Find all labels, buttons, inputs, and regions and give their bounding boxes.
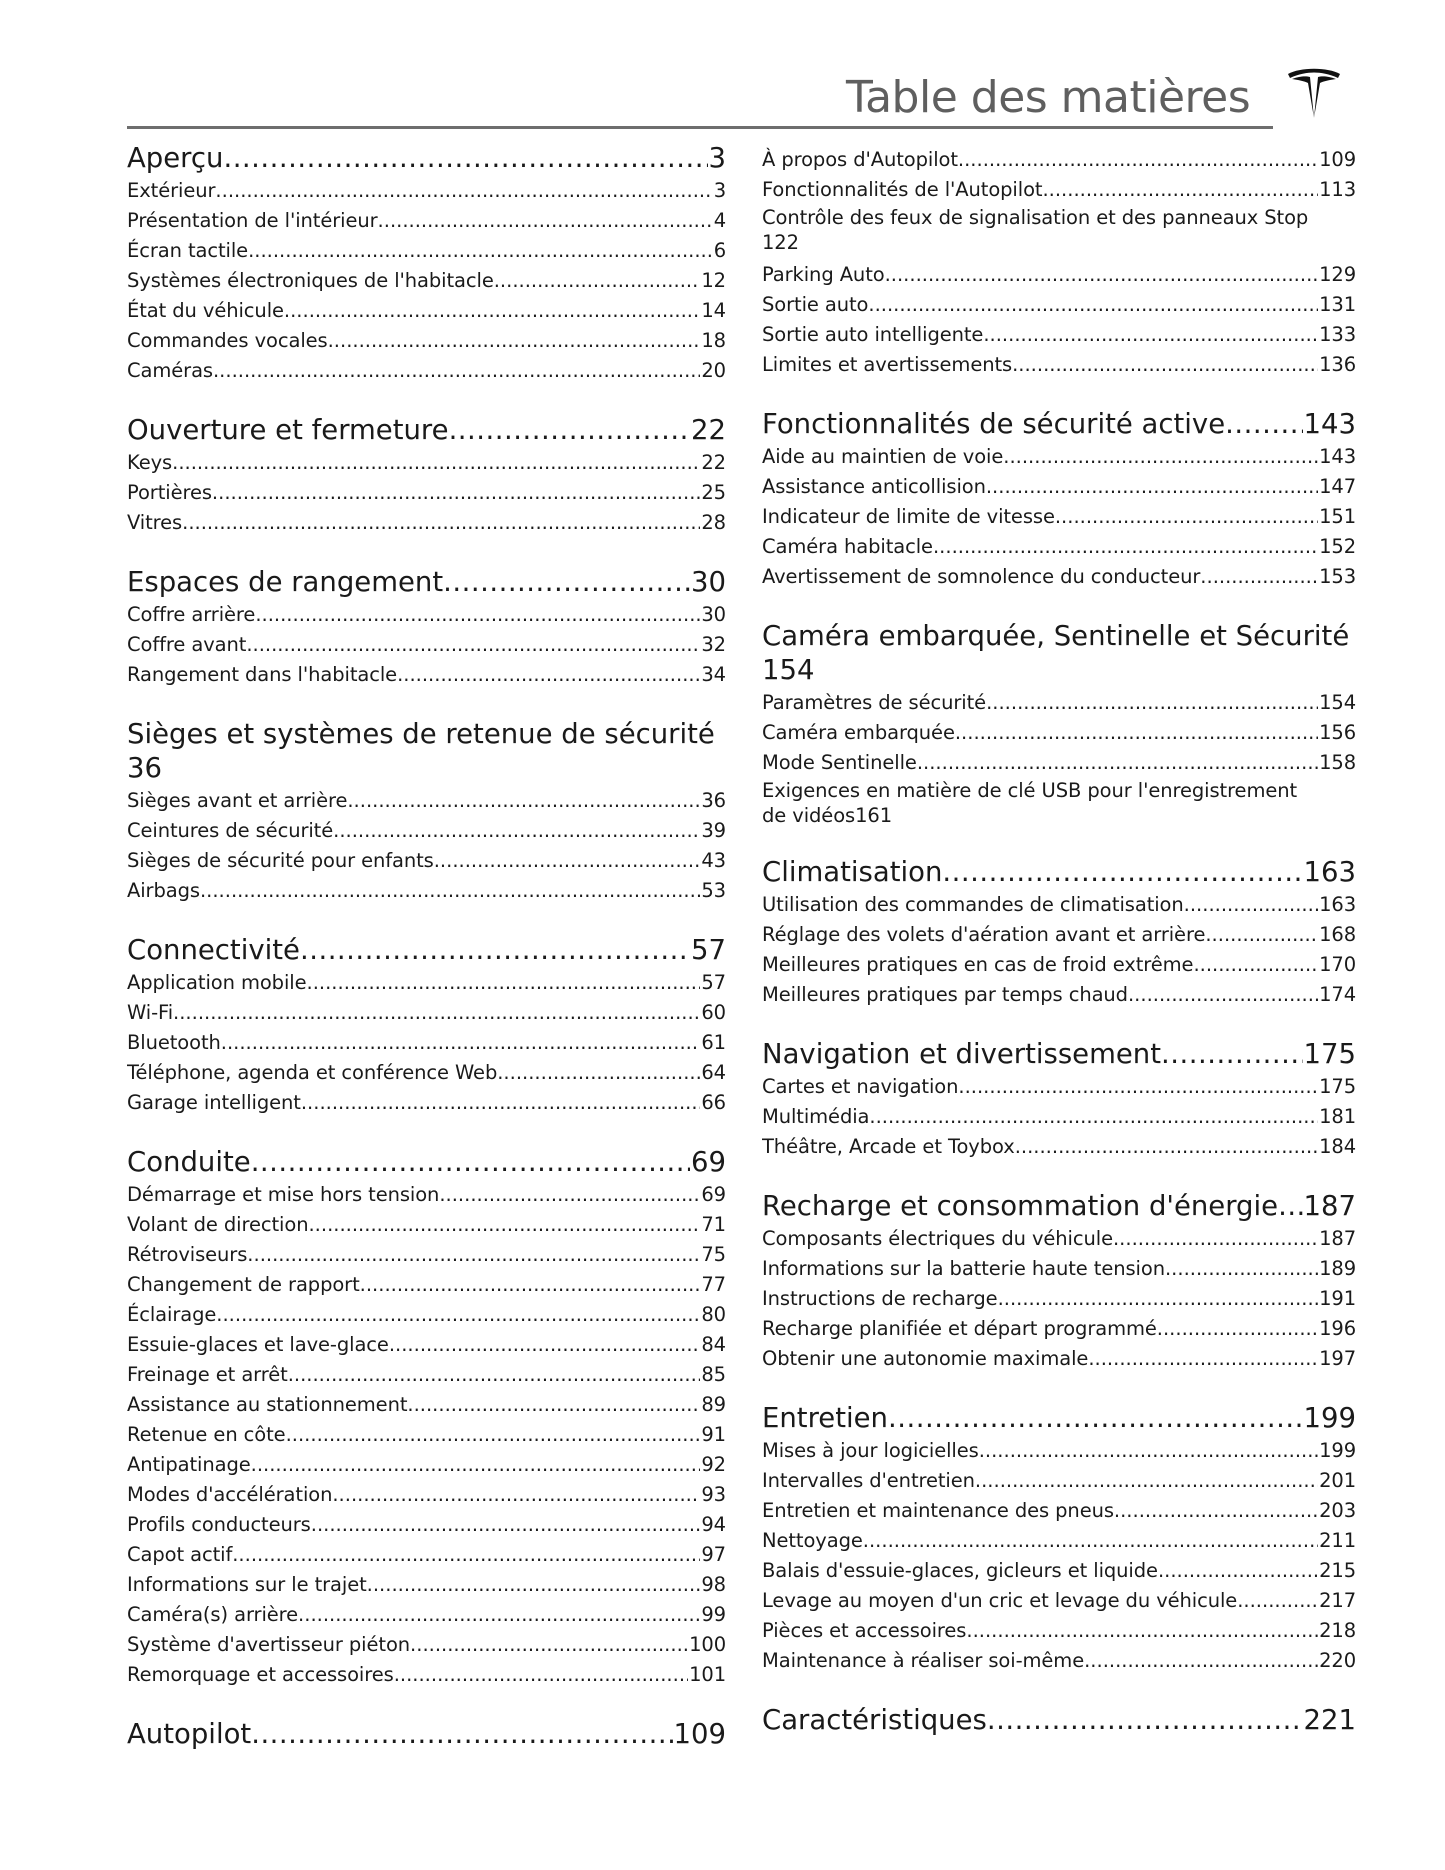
dot-leader (966, 1616, 1318, 1646)
toc-section-entretien (762, 1401, 1356, 1676)
dot-leader (449, 413, 690, 447)
toc-heading[interactable]: Navigation et divertissement ..... 175 (762, 1037, 1356, 1071)
toc-entry[interactable]: Informations sur la batterie haute tension ..... 189 (762, 1254, 1356, 1284)
dot-leader (1205, 920, 1318, 950)
toc-entry[interactable]: Pièces et accessoires ..... 218 (762, 1616, 1356, 1646)
toc-entry[interactable]: Commandes vocales ..... 18 (127, 326, 726, 356)
toc-section-ouverture (127, 413, 726, 538)
toc-entry[interactable]: Multimédia ..... 181 (762, 1102, 1356, 1132)
toc-entry[interactable]: Démarrage et mise hors tension ..... 69 (127, 1180, 726, 1210)
dot-leader (958, 145, 1318, 175)
toc-entry[interactable]: Antipatinage ..... 92 (127, 1450, 726, 1480)
dot-leader (434, 846, 701, 876)
dot-leader (255, 600, 700, 630)
toc-section-connectivite (127, 933, 726, 1118)
toc-heading[interactable]: Aperçu ..... 3 (127, 141, 726, 175)
toc-entry[interactable]: Assistance au stationnement ..... 89 (127, 1390, 726, 1420)
toc-entry[interactable]: Sortie auto ..... 131 (762, 290, 1356, 320)
toc-entry[interactable]: Paramètres de sécurité ..... 154 (762, 688, 1356, 718)
toc-entry[interactable]: Composants électriques du véhicule ..... 187 (762, 1224, 1356, 1254)
toc-entry[interactable]: Exigences en matière de clé USB pour l'enregistrement de vidéos 161 (762, 779, 1298, 827)
toc-entry[interactable]: Rangement dans l'habitacle ..... 34 (127, 660, 726, 690)
header-rule (127, 126, 1273, 129)
dot-leader (933, 532, 1318, 562)
toc-entry[interactable]: Limites et avertissements ..... 136 (762, 350, 1356, 380)
toc-entry[interactable]: Éclairage ..... 80 (127, 1300, 726, 1330)
dot-leader (1114, 1496, 1318, 1526)
dot-leader (311, 1510, 701, 1540)
toc-section-rangement (127, 565, 726, 690)
dot-leader (251, 1450, 701, 1480)
dot-leader (407, 1390, 700, 1420)
toc-heading[interactable]: Climatisation ..... 163 (762, 855, 1356, 889)
toc-entry[interactable]: Balais d'essuie-glaces, gicleurs et liquide ..... 215 (762, 1556, 1356, 1586)
dot-leader (1157, 1314, 1318, 1344)
toc-section-autopilot-cont (762, 145, 1356, 380)
toc-entry[interactable]: Sièges avant et arrière ..... 36 (127, 786, 726, 816)
dot-leader (360, 1270, 701, 1300)
toc-heading[interactable]: Conduite ..... 69 (127, 1145, 726, 1179)
toc-entry[interactable]: État du véhicule ..... 14 (127, 296, 726, 326)
dot-leader (1055, 502, 1318, 532)
toc-entry[interactable]: Airbags ..... 53 (127, 876, 726, 906)
dot-leader (221, 1028, 701, 1058)
toc-entry[interactable]: Retenue en côte ..... 91 (127, 1420, 726, 1450)
toc-entry[interactable]: Instructions de recharge ..... 191 (762, 1284, 1356, 1314)
dot-leader (248, 236, 713, 266)
toc-entry[interactable]: Aide au maintien de voie ..... 143 (762, 442, 1356, 472)
dot-leader (986, 688, 1318, 718)
toc-entry[interactable]: Obtenir une autonomie maximale ..... 197 (762, 1344, 1356, 1374)
dot-leader (863, 1526, 1318, 1556)
toc-heading[interactable]: Sièges et systèmes de retenue de sécurité 36 (127, 718, 715, 784)
dot-leader (212, 478, 700, 508)
dot-leader (1113, 1224, 1318, 1254)
dot-leader (1003, 442, 1318, 472)
toc-entry[interactable]: Systèmes électroniques de l'habitacle ..... 12 (127, 266, 726, 296)
dot-leader (298, 1600, 700, 1630)
toc-entry[interactable]: Parking Auto ..... 129 (762, 260, 1356, 290)
dot-leader (394, 1660, 688, 1690)
toc-entry[interactable]: Remorquage et accessoires ..... 101 (127, 1660, 726, 1690)
dot-leader (1015, 1132, 1318, 1162)
page-title: Table des matières (846, 72, 1251, 123)
toc-entry[interactable]: Téléphone, agenda et conférence Web ..... 64 (127, 1058, 726, 1088)
toc-entry[interactable]: Keys ..... 22 (127, 448, 726, 478)
dot-leader (378, 206, 713, 236)
dot-leader (397, 660, 700, 690)
dot-leader (307, 968, 701, 998)
toc-section-camera-sentinelle (762, 619, 1356, 828)
dot-leader (215, 176, 712, 206)
toc-heading[interactable]: Connectivité ..... 57 (127, 933, 726, 967)
dot-leader (1193, 950, 1318, 980)
dot-leader (172, 448, 700, 478)
toc-entry[interactable]: Entretien et maintenance des pneus ..... 203 (762, 1496, 1356, 1526)
dot-leader (1165, 1254, 1318, 1284)
toc-heading[interactable]: Autopilot ..... 109 (127, 1717, 726, 1751)
toc-entry[interactable]: À propos d'Autopilot ..... 109 (762, 145, 1356, 175)
dot-leader (917, 748, 1318, 778)
dot-leader (200, 876, 700, 906)
dot-leader (942, 855, 1302, 889)
toc-entry[interactable]: Caméra habitacle ..... 152 (762, 532, 1356, 562)
toc-heading[interactable]: Ouverture et fermeture ..... 22 (127, 413, 726, 447)
toc-entry[interactable]: Sièges de sécurité pour enfants ..... 43 (127, 846, 726, 876)
toc-entry[interactable]: Mode Sentinelle ..... 158 (762, 748, 1356, 778)
toc-entry[interactable]: Mises à jour logicielles ..... 199 (762, 1436, 1356, 1466)
dot-leader (410, 1630, 688, 1660)
dot-leader (301, 1088, 701, 1118)
toc-entry[interactable]: Wi-Fi ..... 60 (127, 998, 726, 1028)
toc-entry[interactable]: Garage intelligent ..... 66 (127, 1088, 726, 1118)
dot-leader (247, 1240, 700, 1270)
dot-leader (288, 1360, 701, 1390)
dot-leader (216, 1300, 700, 1330)
dot-leader (284, 296, 700, 326)
toc-entry[interactable]: Théâtre, Arcade et Toybox ..... 184 (762, 1132, 1356, 1162)
toc-section-recharge (762, 1189, 1356, 1374)
dot-leader (232, 1540, 700, 1570)
toc-heading[interactable]: Fonctionnalités de sécurité active ..... 143 (762, 407, 1356, 441)
toc-entry[interactable]: Caméra(s) arrière ..... 99 (127, 1600, 726, 1630)
dot-leader (497, 1058, 700, 1088)
toc-heading[interactable]: Espaces de rangement ..... 30 (127, 565, 726, 599)
toc-entry[interactable]: Freinage et arrêt ..... 85 (127, 1360, 726, 1390)
toc-entry[interactable]: Informations sur le trajet ..... 98 (127, 1570, 726, 1600)
toc-entry[interactable]: Capot actif ..... 97 (127, 1540, 726, 1570)
toc-entry[interactable]: Réglage des volets d'aération avant et arrière ..... 168 (762, 920, 1356, 950)
dot-leader (885, 260, 1319, 290)
toc-heading[interactable]: Caméra embarquée, Sentinelle et Sécurité 154 (762, 620, 1350, 686)
dot-leader (308, 1210, 700, 1240)
dot-leader (983, 320, 1318, 350)
dot-leader (182, 508, 700, 538)
dot-leader (998, 1284, 1319, 1314)
toc-entry[interactable]: Extérieur ..... 3 (127, 176, 726, 206)
toc-entry[interactable]: Vitres ..... 28 (127, 508, 726, 538)
toc-entry[interactable]: Fonctionnalités de l'Autopilot ..... 113 (762, 175, 1356, 205)
dot-leader (443, 565, 690, 599)
toc-entry[interactable]: Modes d'accélération ..... 93 (127, 1480, 726, 1510)
toc-entry[interactable]: Coffre avant ..... 32 (127, 630, 726, 660)
toc-entry[interactable]: Indicateur de limite de vitesse ..... 151 (762, 502, 1356, 532)
dot-leader (494, 266, 701, 296)
toc-entry[interactable]: Nettoyage ..... 211 (762, 1526, 1356, 1556)
dot-leader (367, 1570, 701, 1600)
toc-section-apercu (127, 141, 726, 386)
dot-leader (979, 1436, 1318, 1466)
dot-leader (1158, 1556, 1318, 1586)
toc-entry[interactable]: Écran tactile ..... 6 (127, 236, 726, 266)
toc-entry[interactable]: Ceintures de sécurité ..... 39 (127, 816, 726, 846)
toc-section-securite-active (762, 407, 1356, 592)
toc-entry[interactable]: Présentation de l'intérieur ..... 4 (127, 206, 726, 236)
toc-entry[interactable]: Rétroviseurs ..... 75 (127, 1240, 726, 1270)
toc-entry[interactable]: Application mobile ..... 57 (127, 968, 726, 998)
dot-leader (332, 1480, 700, 1510)
toc-entry[interactable]: Système d'avertisseur piéton ..... 100 (127, 1630, 726, 1660)
dot-leader (251, 1717, 672, 1751)
toc-entry[interactable]: Intervalles d'entretien ..... 201 (762, 1466, 1356, 1496)
toc-section-climatisation (762, 855, 1356, 1010)
toc-entry[interactable]: Meilleures pratiques par temps chaud ..... 174 (762, 980, 1356, 1010)
dot-leader (1184, 890, 1318, 920)
toc-entry[interactable]: Caméra embarquée ..... 156 (762, 718, 1356, 748)
toc-entry[interactable]: Cartes et navigation ..... 175 (762, 1072, 1356, 1102)
toc-entry[interactable]: Portières ..... 25 (127, 478, 726, 508)
toc-section-autopilot (127, 1717, 726, 1751)
toc-entry[interactable]: Sortie auto intelligente ..... 133 (762, 320, 1356, 350)
toc-entry[interactable]: Coffre arrière ..... 30 (127, 600, 726, 630)
toc-entry[interactable]: Bluetooth ..... 61 (127, 1028, 726, 1058)
dot-leader (333, 816, 700, 846)
dot-leader (439, 1180, 700, 1210)
dot-leader (246, 630, 700, 660)
dot-leader (1084, 1646, 1318, 1676)
toc-entry[interactable]: Avertissement de somnolence du conducteur ..... 153 (762, 562, 1356, 592)
dot-leader (1278, 1189, 1302, 1223)
dot-leader (869, 1102, 1318, 1132)
toc-section-navigation (762, 1037, 1356, 1162)
dot-leader (975, 1466, 1318, 1496)
dot-leader (389, 1330, 701, 1360)
dot-leader (1128, 980, 1318, 1010)
dot-leader (300, 933, 690, 967)
dot-leader (958, 1072, 1318, 1102)
dot-leader (987, 1703, 1303, 1737)
toc-section-caracteristiques (762, 1703, 1356, 1737)
toc-entry[interactable]: Assistance anticollision ..... 147 (762, 472, 1356, 502)
toc-heading[interactable]: Entretien ..... 199 (762, 1401, 1356, 1435)
toc-entry[interactable]: Contrôle des feux de signalisation et des panneaux Stop 122 (762, 206, 1309, 254)
toc-entry[interactable]: Maintenance à réaliser soi-même ..... 220 (762, 1646, 1356, 1676)
dot-leader (1012, 350, 1318, 380)
tesla-logo-icon (1286, 64, 1342, 120)
dot-leader (251, 1145, 690, 1179)
dot-leader (173, 998, 700, 1028)
dot-leader (1088, 1344, 1318, 1374)
dot-leader (347, 786, 700, 816)
dot-leader (1042, 175, 1318, 205)
dot-leader (1225, 407, 1302, 441)
dot-leader (213, 356, 700, 386)
toc-entry[interactable]: Utilisation des commandes de climatisation ..... 163 (762, 890, 1356, 920)
toc-heading[interactable]: Recharge et consommation d'énergie ..... 187 (762, 1189, 1356, 1223)
dot-leader (955, 718, 1318, 748)
dot-leader (1200, 562, 1318, 592)
dot-leader (328, 326, 701, 356)
toc-section-conduite (127, 1145, 726, 1690)
dot-leader (986, 472, 1318, 502)
toc-section-sieges (127, 717, 726, 906)
toc-entry[interactable]: Caméras ..... 20 (127, 356, 726, 386)
toc-heading[interactable]: Caractéristiques ..... 221 (762, 1703, 1356, 1737)
dot-leader (223, 141, 707, 175)
toc-entry[interactable]: Volant de direction ..... 71 (127, 1210, 726, 1240)
toc-column-left (127, 141, 726, 1778)
toc-column-right (762, 141, 1356, 1764)
toc-entry[interactable]: Essuie-glaces et lave-glace ..... 84 (127, 1330, 726, 1360)
dot-leader (286, 1420, 701, 1450)
dot-leader (1161, 1037, 1302, 1071)
toc-entry[interactable]: Profils conducteurs ..... 94 (127, 1510, 726, 1540)
dot-leader (868, 290, 1318, 320)
toc-entry[interactable]: Meilleures pratiques en cas de froid extrême ..... 170 (762, 950, 1356, 980)
toc-entry[interactable]: Levage au moyen d'un cric et levage du véhicule ..... 217 (762, 1586, 1356, 1616)
toc-entry[interactable]: Changement de rapport ..... 77 (127, 1270, 726, 1300)
dot-leader (1237, 1586, 1318, 1616)
dot-leader (888, 1401, 1303, 1435)
toc-entry[interactable]: Recharge planifiée et départ programmé ..... 196 (762, 1314, 1356, 1344)
